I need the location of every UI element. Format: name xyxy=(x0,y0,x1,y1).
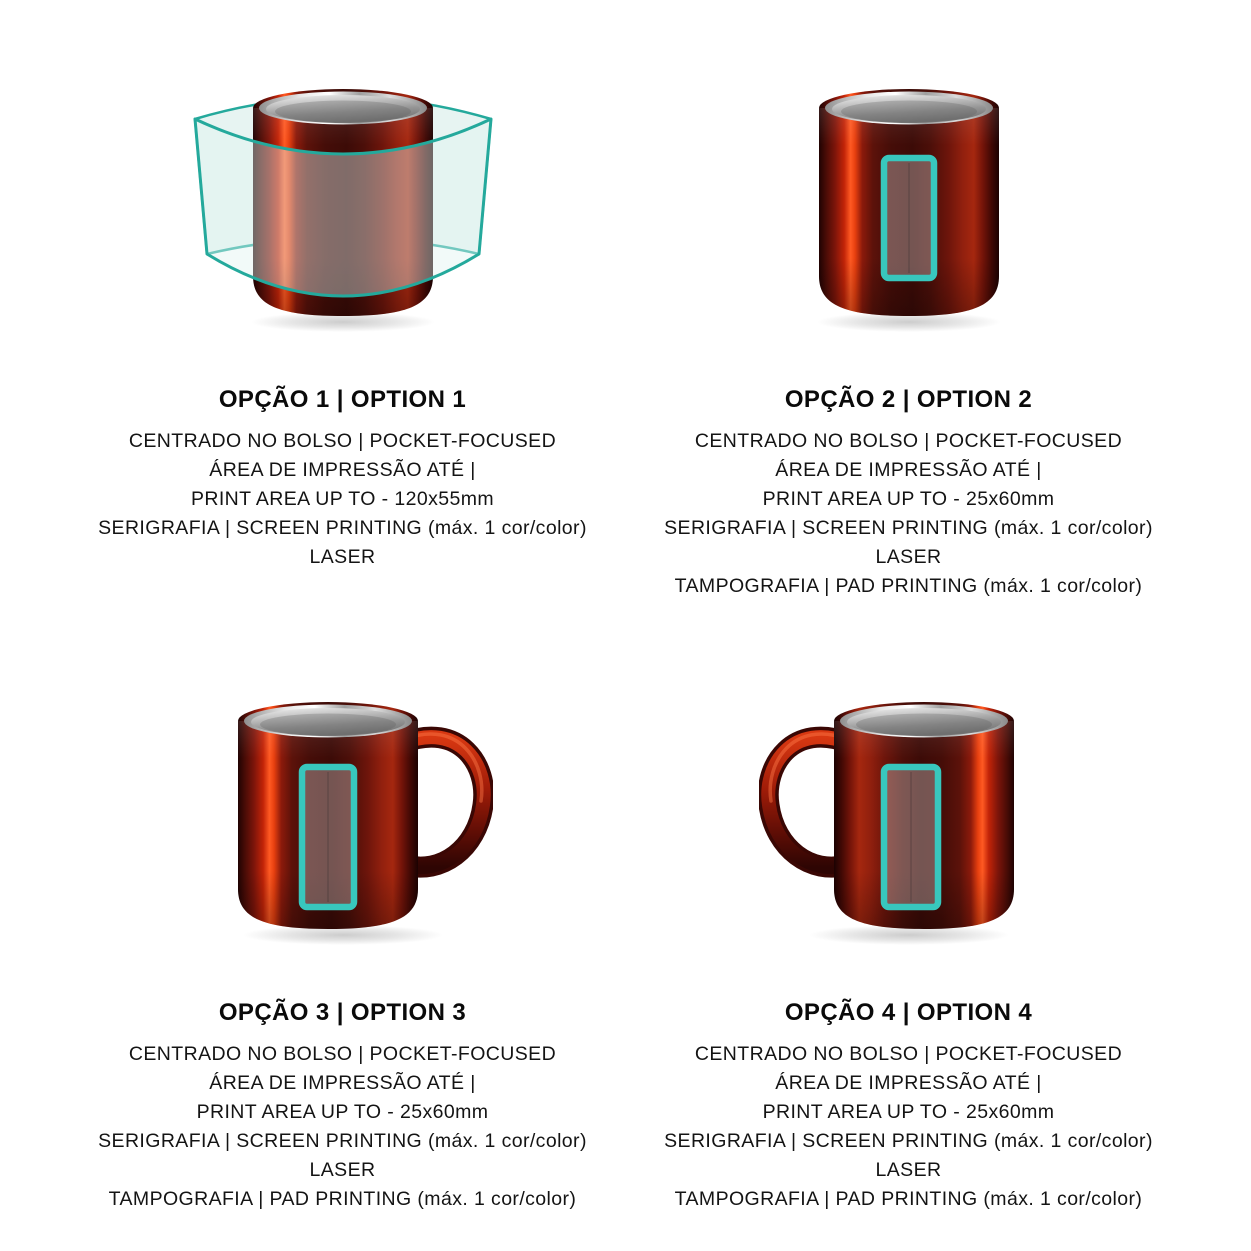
spec-line: CENTRADO NO BOLSO | POCKET-FOCUSED xyxy=(694,1043,1123,1065)
mug-handle-left-graphic xyxy=(759,677,1059,977)
spec-line: PRINT AREA UP TO - 120x55mm xyxy=(190,488,495,510)
spec-line: LASER xyxy=(309,546,376,568)
mug-interior-shadow xyxy=(856,714,992,736)
mug-figure-option-4 xyxy=(759,677,1059,977)
option-title: OPÇÃO 1 | OPTION 1 xyxy=(218,386,467,413)
spec-line: SERIGRAFIA | SCREEN PRINTING (máx. 1 cor/color) xyxy=(98,1130,587,1152)
spec-line: CENTRADO NO BOLSO | POCKET-FOCUSED xyxy=(694,430,1123,452)
print-area-rectangle xyxy=(884,767,938,907)
option-title: OPÇÃO 4 | OPTION 4 xyxy=(784,999,1033,1026)
option-title: OPÇÃO 2 | OPTION 2 xyxy=(784,386,1033,413)
spec-line: PRINT AREA UP TO - 25x60mm xyxy=(762,488,1055,510)
mug-figure-option-3 xyxy=(193,677,493,977)
spec-line: PRINT AREA UP TO - 25x60mm xyxy=(196,1101,489,1123)
spec-line: SERIGRAFIA | SCREEN PRINTING (máx. 1 cor/color) xyxy=(664,1130,1153,1152)
spec-line: ÁREA DE IMPRESSÃO ATÉ | xyxy=(209,459,476,481)
mug-handle-right-graphic xyxy=(193,677,493,977)
spec-line: TAMPOGRAFIA | PAD PRINTING (máx. 1 cor/color) xyxy=(674,575,1143,597)
mug-wrap-band-graphic xyxy=(173,64,513,364)
option-specs xyxy=(664,427,1153,601)
spec-line: TAMPOGRAFIA | PAD PRINTING (máx. 1 cor/color) xyxy=(674,1188,1143,1210)
spec-line: LASER xyxy=(875,546,942,568)
print-area-rectangle xyxy=(302,767,354,907)
mug-interior-shadow xyxy=(275,101,411,123)
spec-line: CENTRADO NO BOLSO | POCKET-FOCUSED xyxy=(128,430,557,452)
option-panel-4 xyxy=(626,677,1192,1214)
option-panel-1 xyxy=(60,64,626,601)
spec-line: ÁREA DE IMPRESSÃO ATÉ | xyxy=(775,459,1042,481)
spec-line: CENTRADO NO BOLSO | POCKET-FOCUSED xyxy=(128,1043,557,1065)
spec-line: TAMPOGRAFIA | PAD PRINTING (máx. 1 cor/color) xyxy=(108,1188,577,1210)
spec-line: SERIGRAFIA | SCREEN PRINTING (máx. 1 cor/color) xyxy=(98,517,587,539)
spec-line: PRINT AREA UP TO - 25x60mm xyxy=(762,1101,1055,1123)
spec-line: LASER xyxy=(309,1159,376,1181)
mug-interior-shadow xyxy=(260,714,396,736)
mug-interior-shadow xyxy=(841,101,977,123)
mug-figure-option-1 xyxy=(173,64,513,364)
option-title: OPÇÃO 3 | OPTION 3 xyxy=(218,999,467,1026)
mug-front-rect-graphic xyxy=(759,64,1059,364)
spec-line: ÁREA DE IMPRESSÃO ATÉ | xyxy=(775,1072,1042,1094)
print-area-rectangle xyxy=(884,158,934,278)
option-panel-2 xyxy=(626,64,1192,601)
mug-figure-option-2 xyxy=(759,64,1059,364)
option-specs xyxy=(98,427,587,572)
spec-line: SERIGRAFIA | SCREEN PRINTING (máx. 1 cor/color) xyxy=(664,517,1153,539)
option-panel-3 xyxy=(60,677,626,1214)
option-specs xyxy=(664,1040,1153,1214)
options-grid xyxy=(60,0,1192,1214)
spec-line: LASER xyxy=(875,1159,942,1181)
option-specs xyxy=(98,1040,587,1214)
spec-line: ÁREA DE IMPRESSÃO ATÉ | xyxy=(209,1072,476,1094)
